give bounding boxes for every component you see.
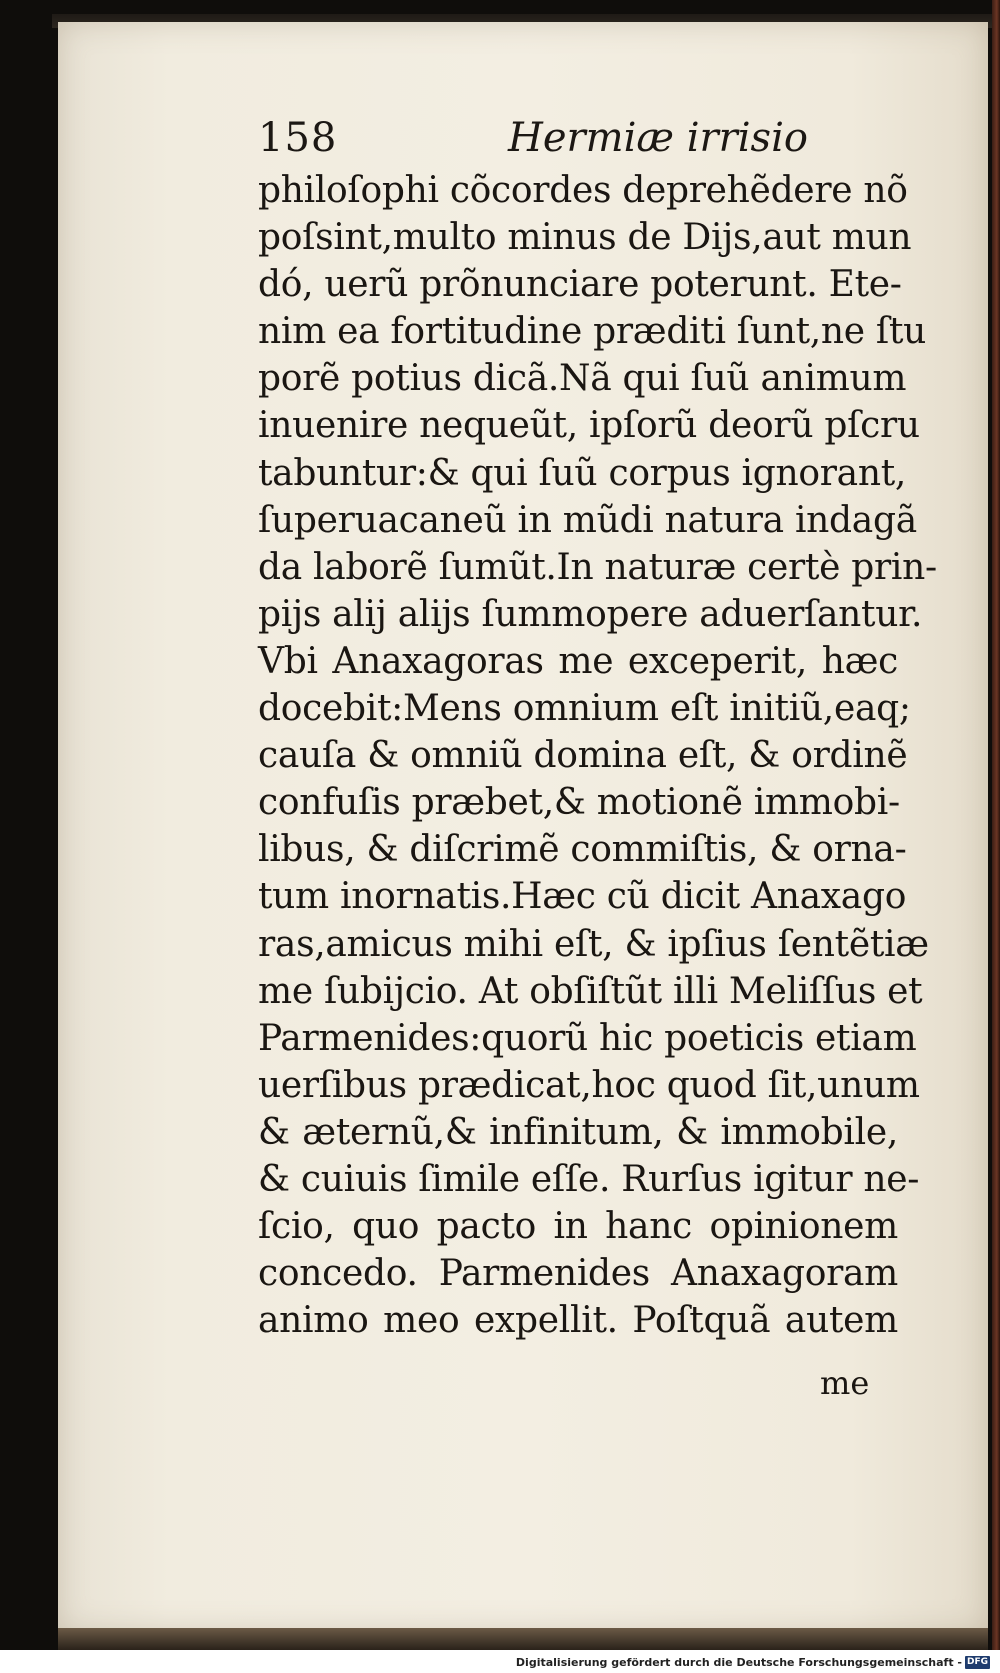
text-line: porẽ potius dicã.Nã qui ſuũ animum	[258, 358, 907, 400]
text-line: ſuperuacaneũ in mũdi natura indagã	[258, 499, 917, 541]
page-bottom-edge	[58, 1628, 988, 1650]
page-header	[258, 108, 878, 168]
text-line: cauſa & omniũ domina eſt, & ordinẽ	[258, 735, 908, 777]
text-line: pijs alij alijs ſummopere aduerſantur.	[258, 593, 923, 635]
page-number: 158	[258, 115, 338, 161]
text-line: dó, uerũ prõnunciare poterunt. Ete-	[258, 264, 902, 306]
credit-text: Digitalisierung gefördert durch die Deutsche Forschungsgemeinschaft -	[515, 1655, 962, 1669]
text-line: & æternũ,& infinitum, & immobile,	[258, 1111, 898, 1153]
text-line: inuenire nequeũt, ipſorũ deorũ pſcru	[258, 405, 920, 447]
catchword: me	[820, 1364, 870, 1402]
text-line: confuſis præbet,& motionẽ immobi-	[258, 782, 900, 824]
text-line: philoſophi cõcordes deprehẽdere nõ	[258, 170, 908, 211]
text-line: nim ea fortitudine præditi ſunt,ne ſtu	[258, 311, 927, 353]
running-head: Hermiæ irrisio	[508, 115, 808, 161]
text-line: Vbi Anaxagoras me exceperit, hæc	[258, 640, 898, 682]
text-line: uerſibus prædicat,hoc quod ſit,unum	[258, 1064, 920, 1106]
text-line: tum inornatis.Hæc cũ dicit Anaxago	[258, 876, 907, 918]
text-line: da laborẽ ſumũt.In naturæ certè prin-	[258, 546, 937, 588]
text-line: me ſubijcio. At obſiſtũt illi Meliſſus et	[258, 970, 923, 1012]
text-line: libus, & diſcrimẽ commiſtis, & orna-	[258, 829, 907, 871]
text-line: ras,amicus mihi eſt, & ipſius ſentẽtiæ	[258, 923, 929, 965]
text-line: docebit:Mens omnium eſt initiũ,eaq;	[258, 688, 911, 730]
text-line: Parmenides:quorũ hic poeticis etiam	[258, 1017, 917, 1059]
digitization-credit	[516, 1653, 990, 1671]
text-line: & cuiuis ſimile eſſe. Rurſus igitur ne-	[258, 1158, 920, 1200]
text-line: animo meo expellit. Poſtquã autem	[258, 1300, 898, 1342]
body-text	[258, 167, 937, 1344]
text-line: poſsint,multo minus de Dijs,aut mun	[258, 217, 912, 259]
text-line: ſcio, quo pacto in hanc opinionem	[258, 1206, 898, 1248]
dfg-logo-icon: DFG	[966, 1656, 988, 1667]
text-line: concedo. Parmenides Anaxagoram	[258, 1253, 898, 1295]
book-spine-edge	[992, 0, 1000, 1650]
text-line: tabuntur:& qui ſuũ corpus ignorant,	[258, 452, 907, 494]
